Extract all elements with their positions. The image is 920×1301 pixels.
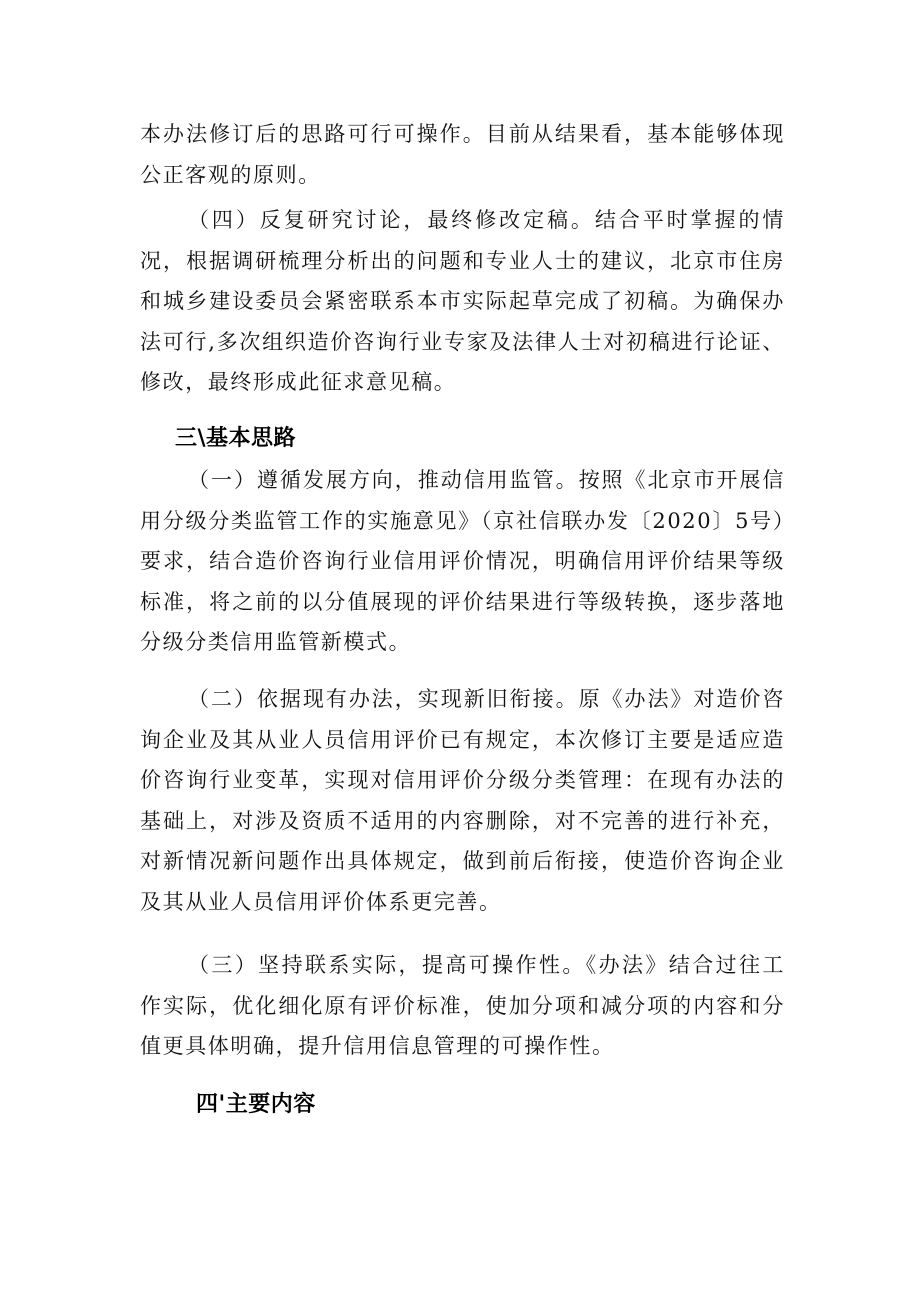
paragraph-section-four: （四）反复研究讨论，最终修改定稿。结合平时掌握的情况，根据调研梳理分析出的问题和专业人士的建议，北京市住房和城乡建设委员会紧密联系本市实际起草完成了初稿。为确保办法可行,多次组织造价咨询行业专家及法律人士对初稿进行论证、修改，最终形成此征求意见稿。: [140, 208, 785, 395]
paragraph-continuation: 本办法修订后的思路可行可操作。目前从结果看，基本能够体现公正客观的原则。: [140, 122, 785, 187]
paragraph-approach-three: （三）坚持联系实际，提高可操作性。《办法》结合过往工作实际，优化细化原有评价标准，使加分项和减分项的内容和分值更具体明确，提升信用信息管理的可操作性。: [140, 953, 785, 1059]
paragraph-approach-two: （二）依据现有办法，实现新旧衔接。原《办法》对造价咨询企业及其从业人员信用评价已有规定，本次修订主要是适应造价咨询行业变革，实现对信用评价分级分类管理：在现有办法的基础上，对涉及资质不适用的内容删除，对不完善的进行补充，对新情况新问题作出具体规定，做到前后衔接，使造价咨询企业及其从业人员信用评价体系更完善。: [140, 687, 785, 914]
heading-main-content: 四'主要内容: [196, 1092, 316, 1117]
paragraph-approach-one: （一）遵循发展方向，推动信用监管。按照《北京市开展信用分级分类监管工作的实施意见》（京社信联办发〔2020〕5号）要求，结合造价咨询行业信用评价情况，明确信用评价结果等级标准，将之前的以分值展现的评价结果进行等级转换，逐步落地分级分类信用监管新模式。: [140, 468, 785, 655]
heading-basic-approach: 三\基本思路: [175, 426, 297, 451]
